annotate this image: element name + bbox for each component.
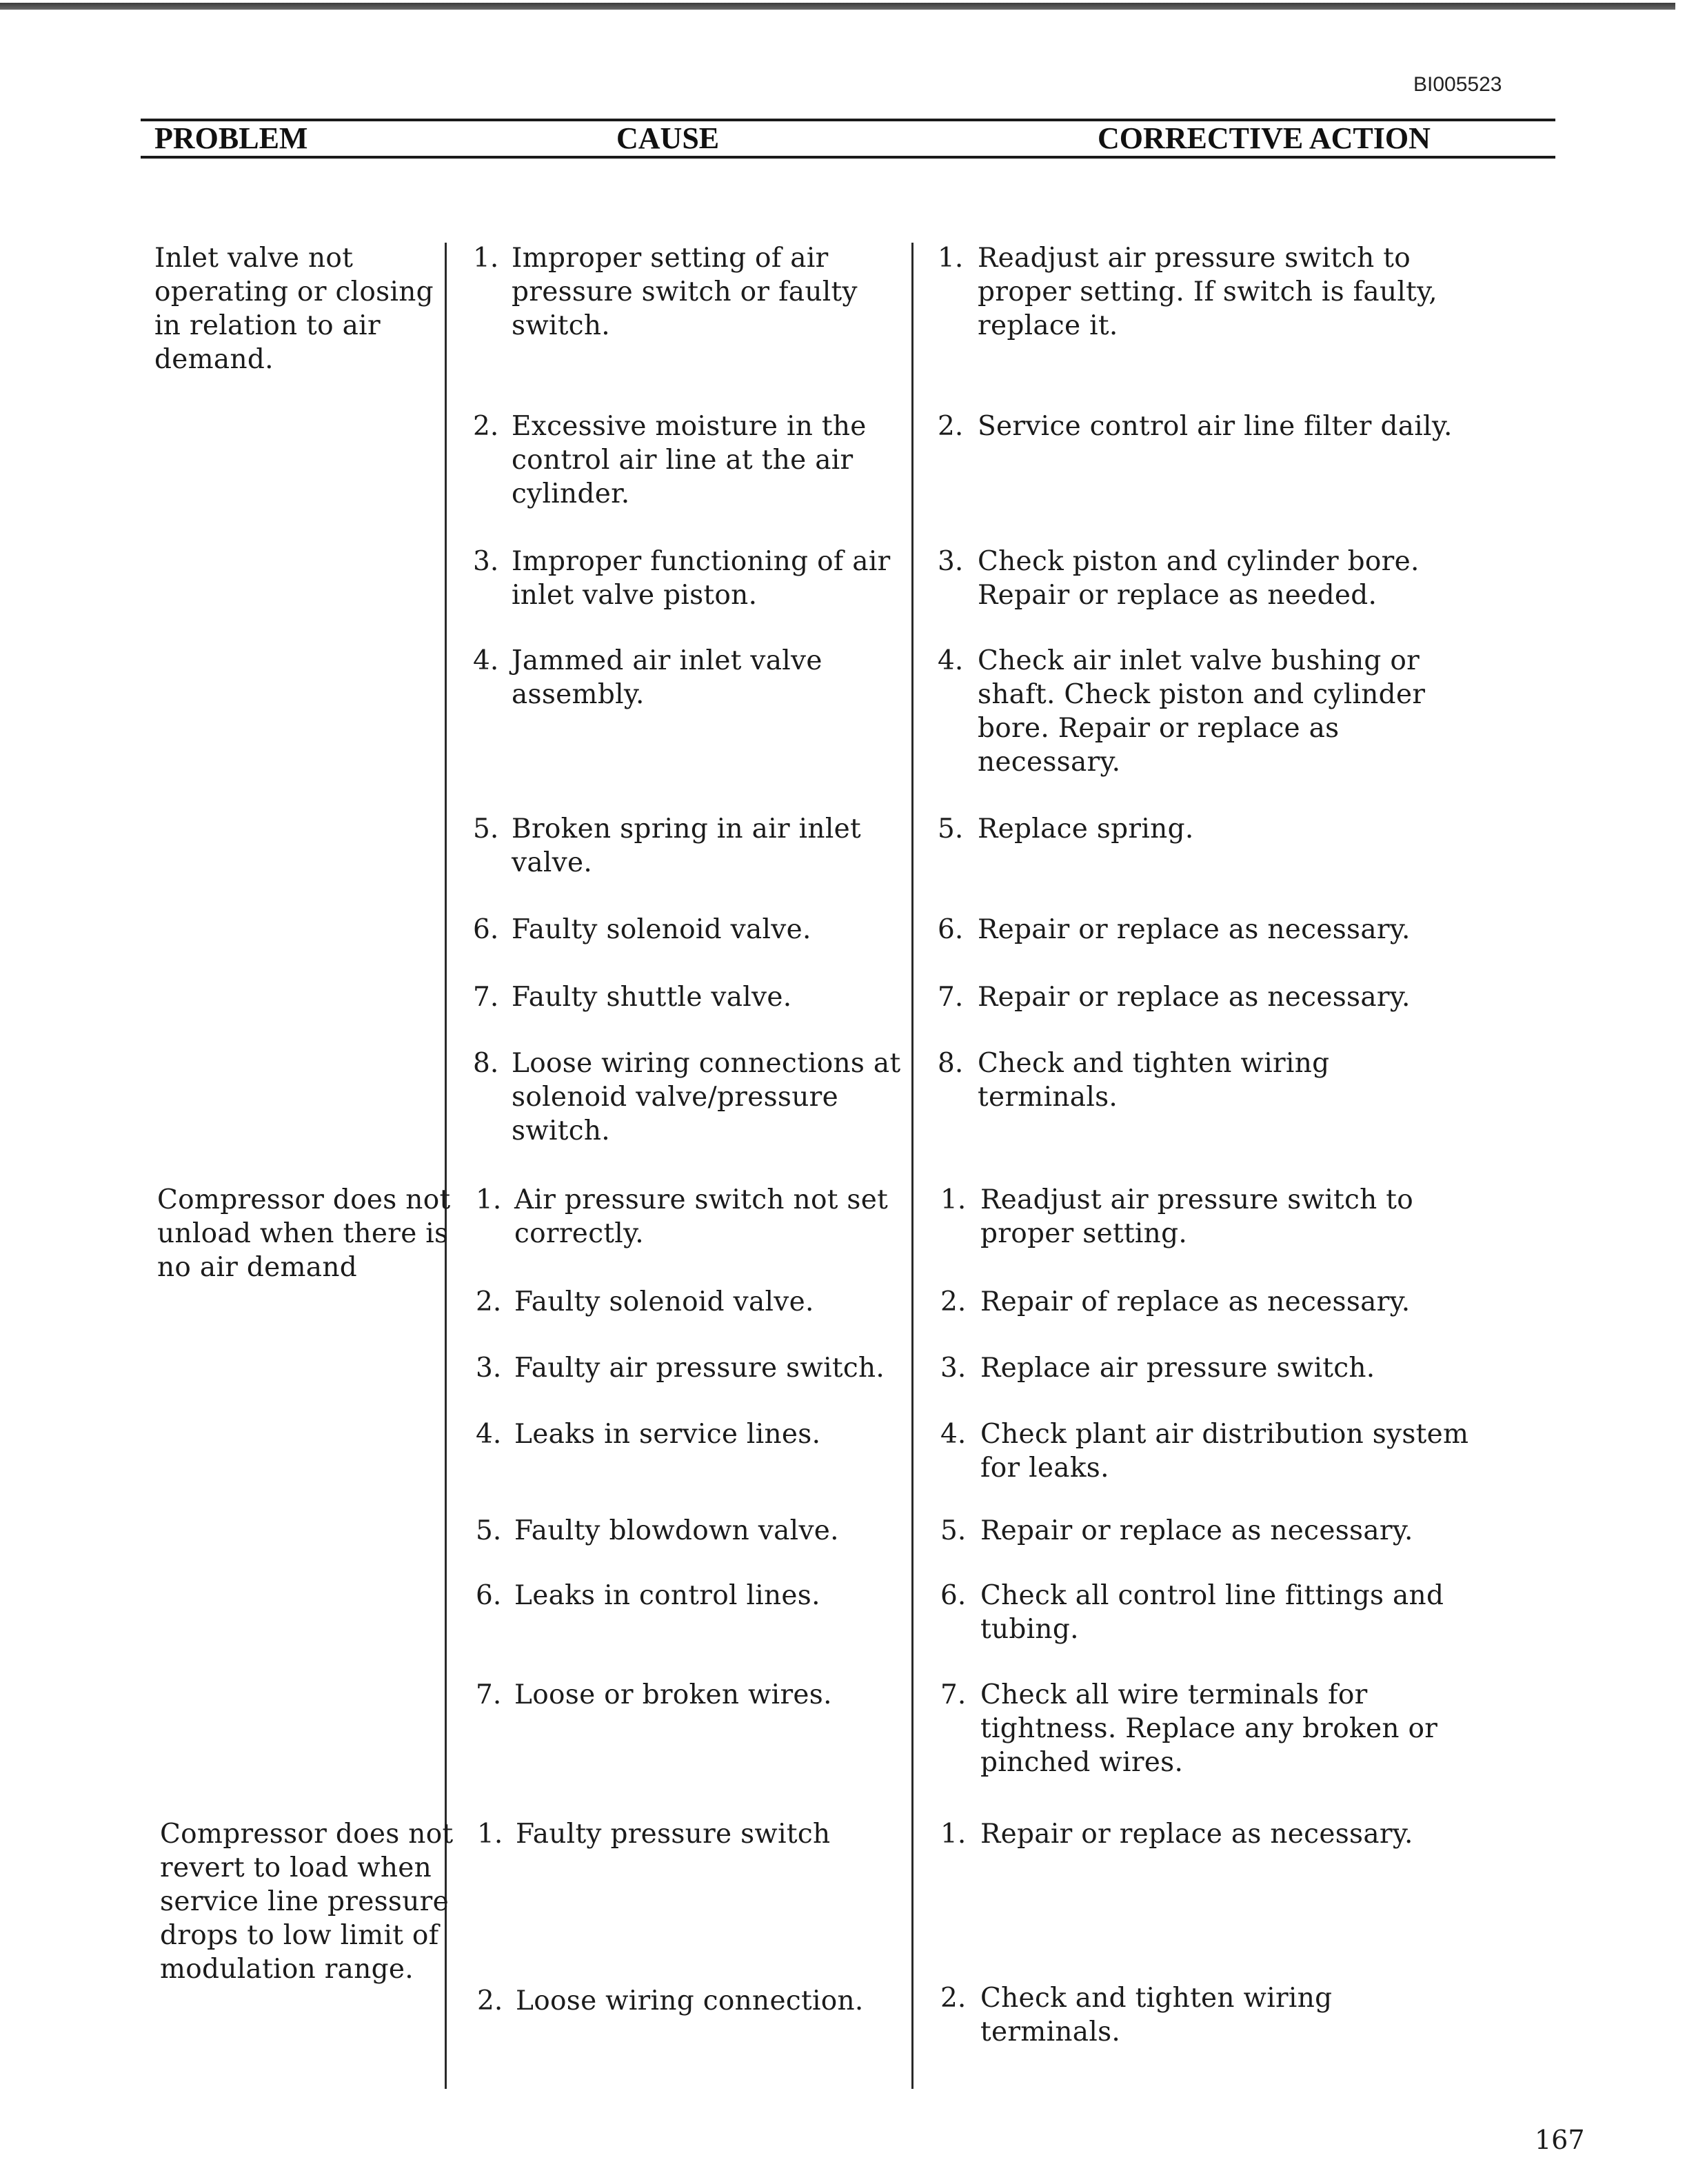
cause-number: 6. <box>473 914 499 945</box>
action-text <box>978 1046 1329 1114</box>
action-number: 3. <box>940 1353 967 1384</box>
top-border-rule <box>0 3 1675 10</box>
cause-line: control air line at the air <box>512 445 854 476</box>
cause-text <box>512 241 858 343</box>
cause-line: Faulty pressure switch <box>516 1819 831 1850</box>
cause-number: 1. <box>473 243 499 274</box>
cause-text <box>514 1678 832 1712</box>
action-line: Replace spring. <box>978 813 1194 845</box>
cause-line: solenoid valve/pressure <box>512 1082 838 1113</box>
cause-text <box>512 644 822 711</box>
action-number: 7. <box>940 1679 967 1710</box>
action-number: 6. <box>940 1580 967 1611</box>
problem-text <box>157 1183 450 1284</box>
action-line: Check and tighten wiring <box>980 1983 1333 2014</box>
action-number: 1. <box>940 1184 967 1215</box>
problem-line: Compressor does not <box>157 1184 451 1215</box>
action-number: 6. <box>938 914 964 945</box>
cause-line: correctly. <box>514 1218 644 1249</box>
cause-text <box>514 1285 814 1319</box>
cause-line: Improper functioning of air <box>512 546 891 577</box>
action-line: Check all wire terminals for <box>980 1679 1368 1710</box>
action-text <box>980 1351 1375 1385</box>
cause-line: Faulty solenoid valve. <box>514 1286 814 1317</box>
action-text <box>980 1514 1413 1548</box>
cause-number: 7. <box>476 1679 502 1710</box>
problem-line: in relation to air <box>154 310 381 341</box>
cause-line: Leaks in control lines. <box>514 1580 820 1611</box>
cause-text <box>512 545 891 612</box>
page-number: 167 <box>1535 2125 1585 2155</box>
problem-line: demand. <box>154 344 274 375</box>
cause-line: Faulty solenoid valve. <box>512 914 811 945</box>
action-line: pinched wires. <box>980 1747 1184 1778</box>
action-line: Check and tighten wiring <box>978 1048 1330 1079</box>
cause-line: Leaks in service lines. <box>514 1419 821 1450</box>
problem-line: unload when there is <box>157 1218 449 1249</box>
action-line: Service control air line filter daily. <box>978 411 1453 442</box>
cause-number: 4. <box>476 1419 502 1450</box>
action-number: 3. <box>938 546 964 577</box>
cause-number: 2. <box>473 411 499 442</box>
action-line: Check all control line fittings and <box>980 1580 1444 1611</box>
cause-line: valve. <box>512 847 593 878</box>
action-text <box>980 1579 1444 1646</box>
action-number: 2. <box>938 411 964 442</box>
problem-line: Inlet valve not <box>154 243 354 274</box>
cause-line: inlet valve piston. <box>512 580 758 611</box>
document-id: BI005523 <box>1413 73 1502 96</box>
cause-text <box>514 1514 839 1548</box>
problem-line: service line pressure <box>160 1886 449 1917</box>
problem-line: revert to load when <box>160 1852 432 1883</box>
problem-line: modulation range. <box>160 1954 414 1985</box>
cause-line: Excessive moisture in the <box>512 411 867 442</box>
action-line: proper setting. If switch is faulty, <box>978 276 1437 307</box>
cause-line: Loose wiring connection. <box>516 1985 864 2016</box>
cause-line: Faulty shuttle valve. <box>512 982 792 1013</box>
action-text <box>978 913 1411 947</box>
cause-line: pressure switch or faulty <box>512 276 858 307</box>
action-number: 5. <box>940 1515 967 1546</box>
cause-number: 3. <box>473 546 499 577</box>
cause-line: cylinder. <box>512 478 630 509</box>
cause-line: switch. <box>512 1115 610 1146</box>
cause-line: Loose or broken wires. <box>514 1679 832 1710</box>
action-number: 5. <box>938 813 964 845</box>
cause-line: switch. <box>512 310 610 341</box>
cause-line: Loose wiring connections at <box>512 1048 901 1079</box>
action-line: replace it. <box>978 310 1118 341</box>
problem-line: operating or closing <box>154 276 434 307</box>
cause-text <box>516 1984 864 2018</box>
action-number: 2. <box>940 1983 967 2014</box>
cause-text <box>512 812 861 880</box>
action-line: Readjust air pressure switch to <box>978 243 1411 274</box>
problem-line: drops to low limit of <box>160 1920 439 1951</box>
action-line: proper setting. <box>980 1218 1188 1249</box>
action-line: Readjust air pressure switch to <box>980 1184 1414 1215</box>
cause-text <box>512 1046 900 1148</box>
action-line: Repair or replace as necessary. <box>980 1515 1413 1546</box>
action-line: Repair or replace as necessary. <box>980 1819 1413 1850</box>
action-text <box>980 1678 1437 1779</box>
action-number: 2. <box>940 1286 967 1317</box>
action-line: for leaks. <box>980 1453 1109 1484</box>
action-line: Replace air pressure switch. <box>980 1353 1375 1384</box>
cause-line: Faulty blowdown valve. <box>514 1515 839 1546</box>
action-line: Repair or replace as needed. <box>978 580 1377 611</box>
action-line: tubing. <box>980 1614 1079 1645</box>
action-number: 8. <box>938 1048 964 1079</box>
cause-number: 2. <box>476 1286 502 1317</box>
problem-text <box>160 1817 453 1986</box>
action-line: necessary. <box>978 747 1121 778</box>
action-text <box>978 644 1425 779</box>
cause-number: 5. <box>473 813 499 845</box>
action-number: 4. <box>940 1419 967 1450</box>
action-line: Repair of replace as necessary. <box>980 1286 1411 1317</box>
cause-text <box>512 410 867 511</box>
cause-text <box>514 1183 888 1251</box>
action-line: Check plant air distribution system <box>980 1419 1469 1450</box>
action-text <box>978 812 1194 846</box>
cause-line: Air pressure switch not set <box>514 1184 889 1215</box>
action-line: Repair or replace as necessary. <box>978 982 1411 1013</box>
problem-line: no air demand <box>157 1252 358 1283</box>
cause-number: 1. <box>476 1184 502 1215</box>
action-text <box>980 1285 1410 1319</box>
action-text <box>980 1981 1332 2049</box>
cause-line: Faulty air pressure switch. <box>514 1353 885 1384</box>
action-number: 7. <box>938 982 964 1013</box>
action-line: terminals. <box>980 2016 1121 2048</box>
action-text <box>980 1817 1413 1851</box>
header-cause: CAUSE <box>616 121 720 155</box>
cause-line: assembly. <box>512 679 645 710</box>
action-line: Check piston and cylinder bore. <box>978 546 1420 577</box>
cause-text <box>516 1817 830 1851</box>
cause-number: 5. <box>476 1515 502 1546</box>
header-corrective-action: CORRECTIVE ACTION <box>1098 121 1431 155</box>
action-number: 1. <box>938 243 964 274</box>
cause-text <box>512 980 791 1014</box>
cause-number: 8. <box>473 1048 499 1079</box>
action-line: shaft. Check piston and cylinder <box>978 679 1426 710</box>
cause-text <box>514 1579 820 1612</box>
cause-number: 3. <box>476 1353 502 1384</box>
action-number: 4. <box>938 645 964 676</box>
cause-text <box>512 913 811 947</box>
cause-line: Jammed air inlet valve <box>512 645 822 676</box>
cause-text <box>514 1417 820 1451</box>
cause-line: Broken spring in air inlet <box>512 813 861 845</box>
action-text <box>978 980 1411 1014</box>
action-text <box>978 545 1420 612</box>
action-line: bore. Repair or replace as <box>978 713 1340 744</box>
action-text <box>978 241 1437 343</box>
cause-text <box>514 1351 885 1385</box>
problem-line: Compressor does not <box>160 1819 454 1850</box>
cause-number: 7. <box>473 982 499 1013</box>
action-line: tightness. Replace any broken or <box>980 1713 1438 1744</box>
header-problem: PROBLEM <box>154 121 308 155</box>
action-line: terminals. <box>978 1082 1118 1113</box>
cause-line: Improper setting of air <box>512 243 829 274</box>
action-text <box>978 410 1453 443</box>
action-number: 1. <box>940 1819 967 1850</box>
cause-number: 4. <box>473 645 499 676</box>
action-text <box>980 1417 1468 1485</box>
column-divider-problem-cause <box>445 243 447 2089</box>
cause-number: 6. <box>476 1580 502 1611</box>
cause-number: 1. <box>477 1819 503 1850</box>
action-line: Check air inlet valve bushing or <box>978 645 1420 676</box>
header-bottom-rule <box>141 156 1555 159</box>
column-divider-cause-action <box>911 243 913 2089</box>
action-text <box>980 1183 1413 1251</box>
cause-number: 2. <box>477 1985 503 2016</box>
action-line: Repair or replace as necessary. <box>978 914 1411 945</box>
problem-text <box>154 241 434 376</box>
